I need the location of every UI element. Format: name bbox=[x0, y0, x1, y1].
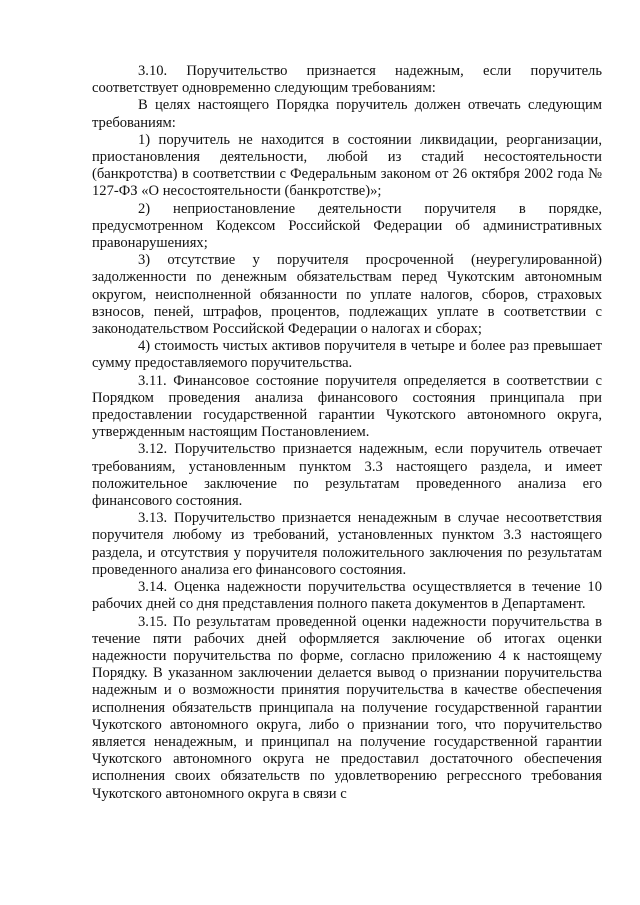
paragraph-requirements-intro: В целях настоящего Порядка поручитель должен отвечать следующим требованиям: bbox=[92, 97, 602, 131]
paragraph-3-14: 3.14. Оценка надежности поручительства осуществляется в течение 10 рабочих дней со дня представления полного пакета документов в Департамент. bbox=[92, 579, 602, 613]
requirement-item-3: 3) отсутствие у поручителя просроченной (неурегулированной) задолженности по денежным обязательствам перед Чукотским автономным округом, неисполненной обязанности по уплате налогов, сборов, страховых взносов, пеней, штрафов, процентов, подлежащих уплате в соответствии с законодательством Российской Федерации о налогах и сборах; bbox=[92, 252, 602, 338]
paragraph-3-11: 3.11. Финансовое состояние поручителя определяется в соответствии с Порядком проведения анализа финансового состояния принципала при предоставлении государственной гарантии Чукотского автономного округа, утвержденным настоящим Постановлением. bbox=[92, 372, 602, 441]
requirement-item-4: 4) стоимость чистых активов поручителя в четыре и более раз превышает сумму предоставляемого поручительства. bbox=[92, 338, 602, 372]
paragraph-3-15: 3.15. По результатам проведенной оценки надежности поручительства в течение пяти рабочих дней оформляется заключение об итогах оценки надежности поручительства по форме, согласно приложению 4 к настоящему Порядку. В указанном заключении делается вывод о признании поручительства надежным и о возможности принятия поручительства в качестве обеспечения исполнения обязательств принципала на получение государственной гарантии Чукотского автономного округа, либо о признании того, что поручительство является ненадежным, и принципал на получение государственной гарантии Чукотского автономного округа не предоставил достаточного обеспечения исполнения своих обязательств по удовлетворению регрессного требования Чукотского автономного округа в связи с bbox=[92, 613, 602, 802]
paragraph-3-13: 3.13. Поручительство признается ненадежным в случае несоответствия поручителя любому из требований, установленных пунктом 3.3 настоящего раздела, и отсутствия у поручителя положительного заключения по результатам проведенного анализа его финансового состояния. bbox=[92, 510, 602, 578]
requirement-item-1: 1) поручитель не находится в состоянии ликвидации, реорганизации, приостановления деятельности, любой из стадий несостоятельности (банкротства) в соответствии с Федеральным законом от 26 октября 2002 года № 127-ФЗ «О несостоятельности (банкротстве)»; bbox=[92, 131, 602, 200]
paragraph-3-12: 3.12. Поручительство признается надежным, если поручитель отвечает требованиям, установленным пунктом 3.3 настоящего раздела, и имеет положительное заключение по результатам проведенного анализа его финансового состояния. bbox=[92, 441, 602, 510]
requirement-item-2: 2) неприостановление деятельности поручителя в порядке, предусмотренном Кодексом Российской Федерации об административных правонарушениях; bbox=[92, 200, 602, 252]
document-page bbox=[92, 63, 602, 803]
paragraph-3-10: 3.10. Поручительство признается надежным, если поручитель соответствует одновременно следующим требованиям: bbox=[92, 63, 602, 97]
